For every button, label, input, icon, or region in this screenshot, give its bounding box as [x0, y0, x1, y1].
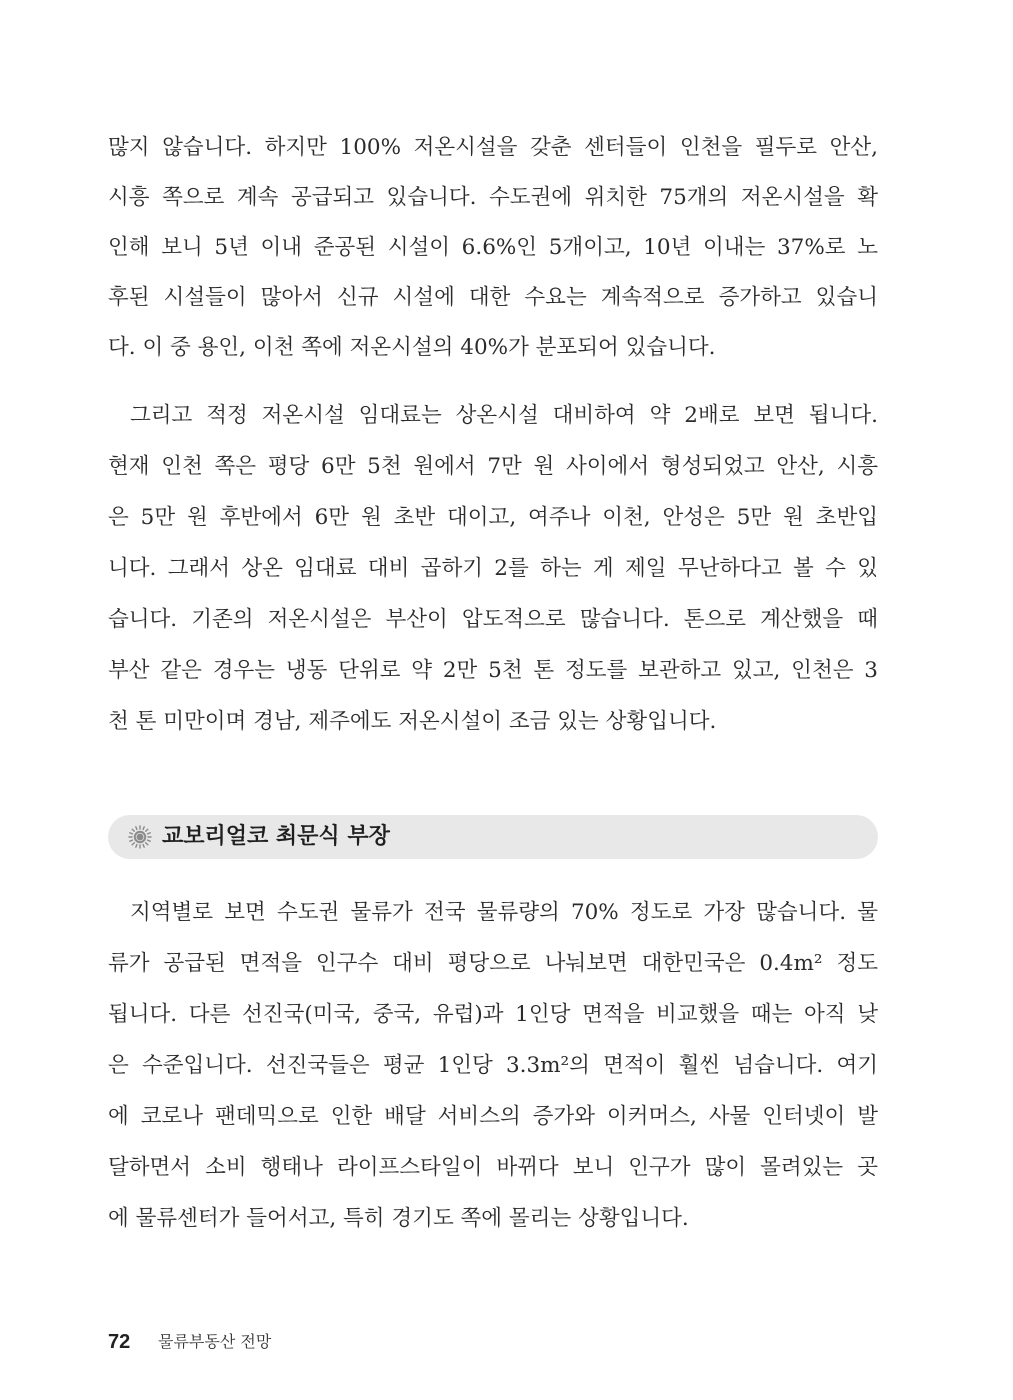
text-line: 시흥 쪽으로 계속 공급되고 있습니다. 수도권에 위치한 75개의 저온시설을 확 [108, 185, 878, 210]
text-line: 지역별로 보면 수도권 물류가 전국 물류량의 70% 정도로 가장 많습니다. 물 [130, 900, 878, 925]
text-line: 류가 공급된 면적을 인구수 대비 평당으로 나눠보면 대한민국은 0.4m² 정도 [108, 951, 878, 976]
text-line: 에 코로나 팬데믹으로 인한 배달 서비스의 증가와 이커머스, 사물 인터넷이 발 [108, 1104, 878, 1129]
section-header [108, 815, 878, 859]
paragraph-3 [108, 887, 878, 1244]
section-title: 교보리얼코 최문식 부장 [162, 824, 390, 849]
text-line: 됩니다. 다른 선진국(미국, 중국, 유럽)과 1인당 면적을 비교했을 때는 아직 낮 [108, 1002, 878, 1027]
text-line: 니다. 그래서 상온 임대료 대비 곱하기 2를 하는 게 제일 무난하다고 볼 수 있 [108, 556, 878, 581]
running-footer-title: 물류부동산 전망 [158, 1332, 272, 1351]
text-line: 달하면서 소비 행태나 라이프스타일이 바뀌다 보니 인구가 많이 몰려있는 곳 [108, 1155, 878, 1180]
text-line: 습니다. 기존의 저온시설은 부산이 압도적으로 많습니다. 톤으로 계산했을 때 [108, 607, 878, 632]
text-line: 현재 인천 쪽은 평당 6만 5천 원에서 7만 원 사이에서 형성되었고 안산, 시흥 [108, 454, 878, 479]
text-line: 은 5만 원 후반에서 6만 원 초반 대이고, 여주나 이천, 안성은 5만 원 초반입 [108, 505, 878, 530]
text-line: 에 물류센터가 들어서고, 특히 경기도 쪽에 몰리는 상황입니다. [108, 1206, 689, 1231]
text-line: 후된 시설들이 많아서 신규 시설에 대한 수요는 계속적으로 증가하고 있습니 [108, 285, 878, 310]
text-line: 많지 않습니다. 하지만 100% 저온시설을 갖춘 센터들이 인천을 필두로 안산, [108, 135, 878, 160]
text-line: 부산 같은 경우는 냉동 단위로 약 2만 5천 톤 정도를 보관하고 있고, 인천은 3 [108, 658, 878, 683]
paragraph-1 [108, 123, 878, 373]
page-number: 72 [108, 1331, 131, 1353]
paragraph-2 [108, 390, 878, 747]
text-line: 천 톤 미만이며 경남, 제주에도 저온시설이 조금 있는 상황입니다. [108, 709, 717, 734]
text-line: 그리고 적정 저온시설 임대료는 상온시설 대비하여 약 2배로 보면 됩니다. [130, 403, 878, 428]
text-line: 은 수준입니다. 선진국들은 평균 1인당 3.3m²의 면적이 훨씬 넘습니다. 여기 [108, 1053, 878, 1078]
text-line: 다. 이 중 용인, 이천 쪽에 저온시설의 40%가 분포되어 있습니다. [108, 335, 716, 360]
text-line: 인해 보니 5년 이내 준공된 시설이 6.6%인 5개이고, 10년 이내는 37%로 노 [108, 235, 878, 260]
sunburst-bullet-icon [128, 825, 152, 849]
